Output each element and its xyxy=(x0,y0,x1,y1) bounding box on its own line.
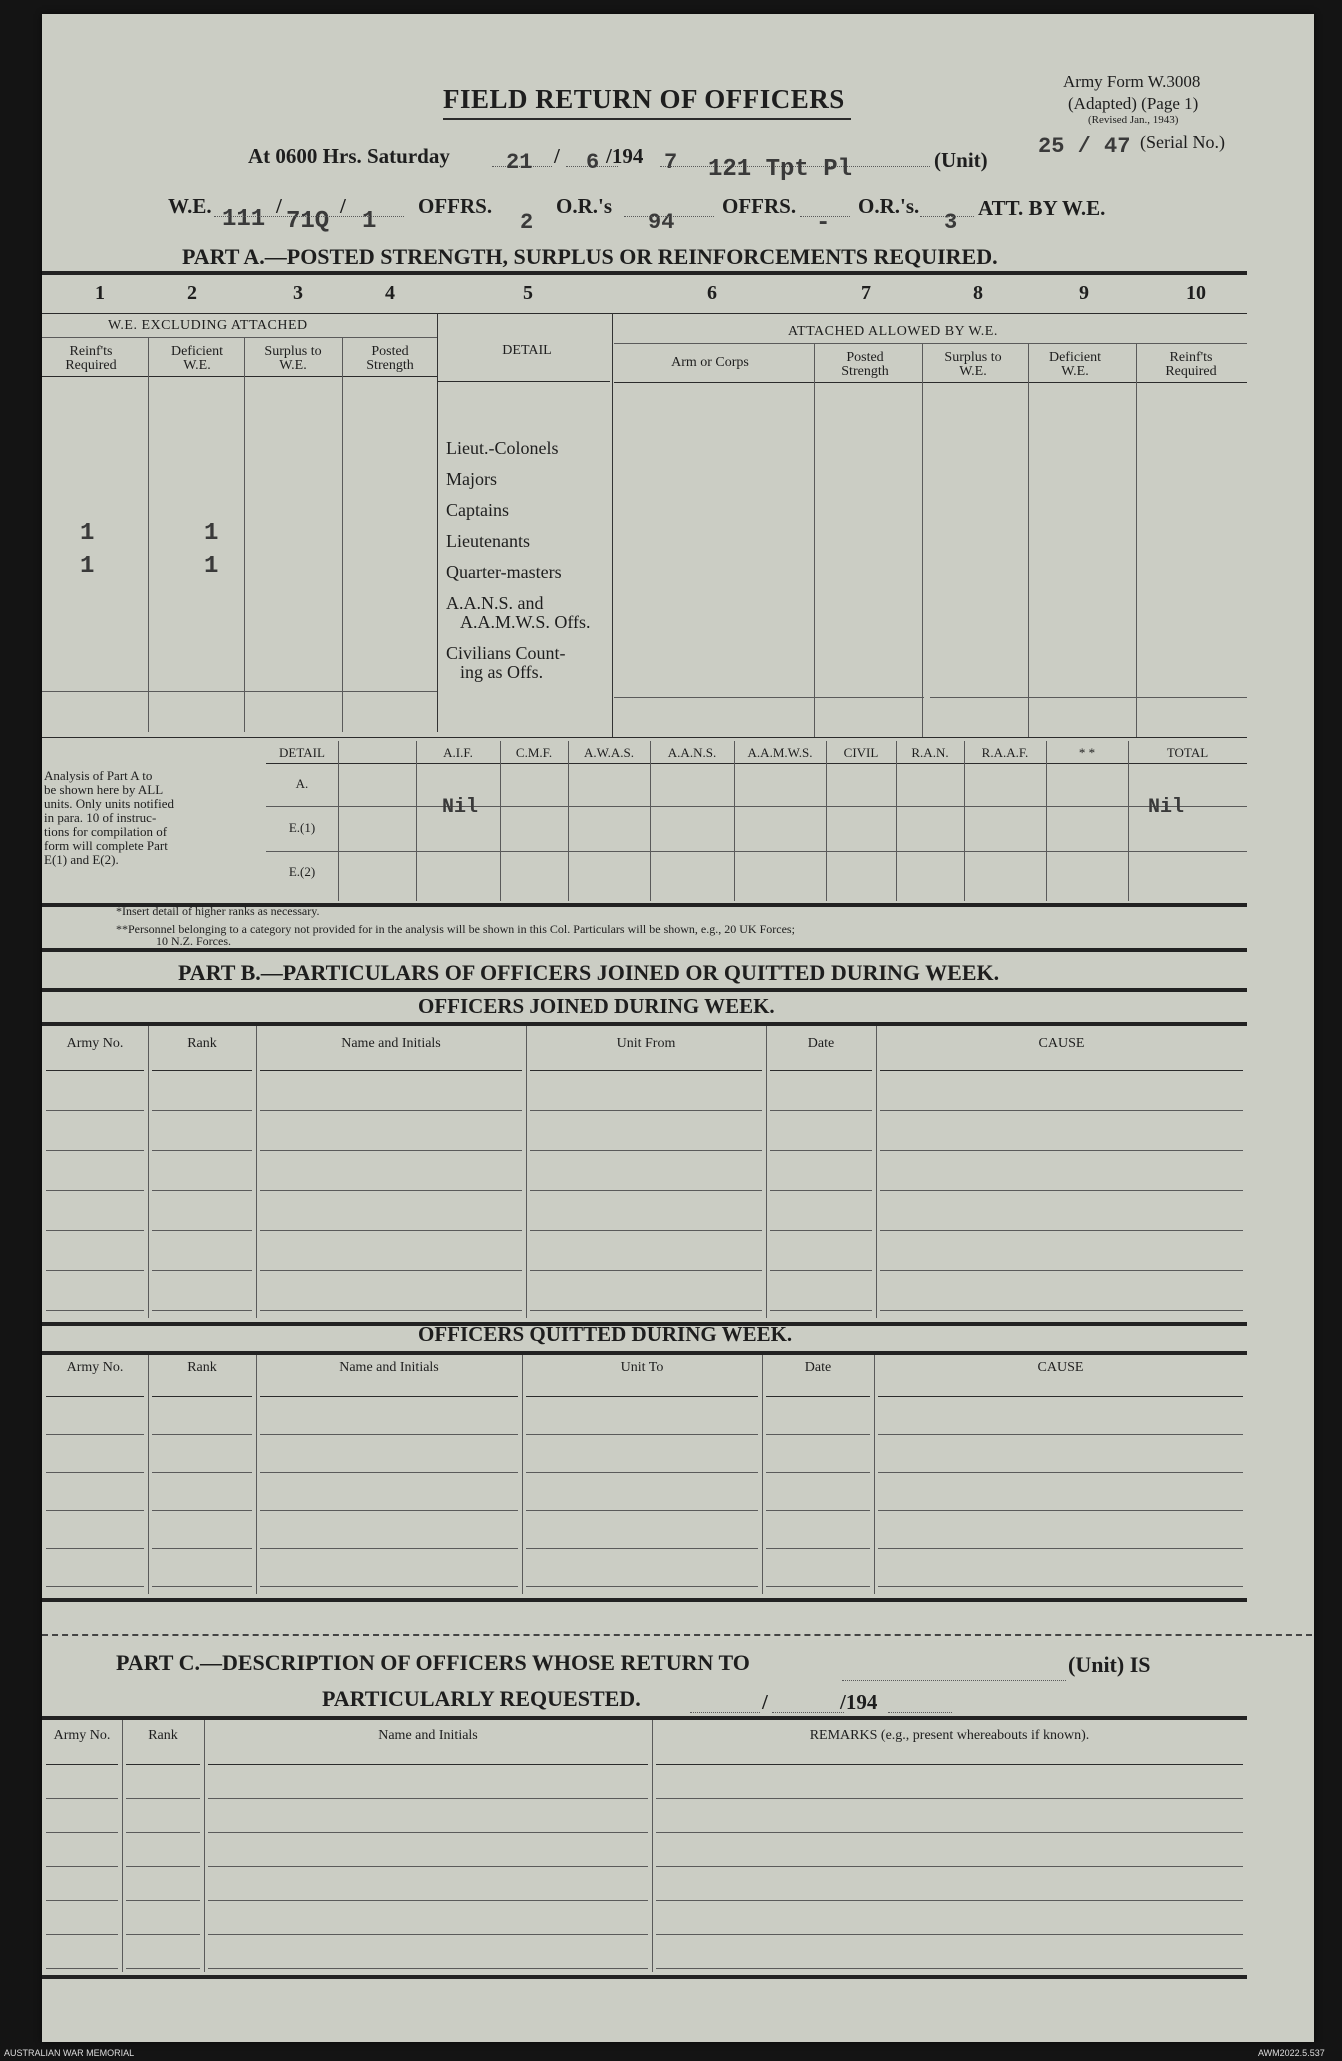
offrs2-label: OFFRS. xyxy=(722,194,797,218)
table-row-line xyxy=(152,1110,252,1111)
table-row-line xyxy=(208,1900,648,1901)
table-row-line xyxy=(152,1472,252,1473)
table-row-line xyxy=(208,1866,648,1867)
table-header: Army No. xyxy=(53,1728,111,1743)
part-c-heading-2: PARTICULARLY REQUESTED. xyxy=(322,1686,641,1711)
table-row-line xyxy=(152,1510,252,1511)
table-row-line xyxy=(152,1434,252,1435)
table-row-line xyxy=(880,1310,1243,1311)
table-row-line xyxy=(46,1586,144,1587)
column-number: 6 xyxy=(707,282,717,304)
table-row-line xyxy=(770,1190,872,1191)
table-row-line xyxy=(260,1586,518,1587)
table-row-line xyxy=(526,1548,758,1549)
footer-right: AWM2022.5.537 xyxy=(1258,2048,1325,2058)
serial-value: 25 / 47 xyxy=(1038,134,1131,159)
analysis-header: C.M.F. xyxy=(515,745,553,760)
table-row-line xyxy=(46,1900,118,1901)
header-reinf2: Reinf'ts Required xyxy=(1165,350,1217,379)
table-row-line xyxy=(530,1190,762,1191)
table-row-line xyxy=(526,1586,758,1587)
column-number: 8 xyxy=(973,282,983,304)
table-row-line xyxy=(208,1968,648,1969)
table-row-line xyxy=(46,1866,118,1867)
table-row-line xyxy=(126,1866,200,1867)
table-row-line xyxy=(46,1230,144,1231)
aif-value: Nil xyxy=(442,796,479,819)
table-row-line xyxy=(260,1472,518,1473)
column-number: 10 xyxy=(1186,282,1206,304)
detail-lieutenants: Lieutenants xyxy=(446,531,530,551)
table-row-line xyxy=(126,1832,200,1833)
table-row-line xyxy=(126,1900,200,1901)
table-row-line xyxy=(880,1230,1243,1231)
att-label: ATT. BY W.E. xyxy=(978,196,1106,220)
offrs-value: 2 xyxy=(520,210,534,235)
table-header: Date xyxy=(807,1036,835,1051)
table-header: Army No. xyxy=(66,1360,124,1375)
table-header: REMARKS (e.g., present whereabouts if known). xyxy=(809,1728,1090,1743)
at-label: At 0600 Hrs. Saturday xyxy=(248,144,450,168)
analysis-note-line: tions for compilation of xyxy=(44,824,168,839)
table-header: Name and Initials xyxy=(378,1728,478,1743)
column-number: 3 xyxy=(293,282,303,304)
table-row-line xyxy=(46,1190,144,1191)
unit-value: 121 Tpt Pl xyxy=(708,156,853,183)
table-row-line xyxy=(530,1230,762,1231)
detail-majors: Majors xyxy=(446,469,497,489)
year-prefix: /194 xyxy=(606,144,644,168)
detail-quartermasters: Quarter-masters xyxy=(446,562,562,582)
we-value-3: 1 xyxy=(362,208,377,235)
analysis-note-line: be shown here by ALL xyxy=(44,782,164,797)
table-header: Name and Initials xyxy=(341,1036,441,1051)
analysis-header: * * xyxy=(1078,745,1096,760)
header-arm-corps: Arm or Corps xyxy=(671,355,749,370)
ors-value: 94 xyxy=(648,210,675,235)
analysis-header: TOTAL xyxy=(1166,745,1209,760)
table-header: Unit To xyxy=(620,1360,664,1375)
table-row-line xyxy=(530,1110,762,1111)
year-digit: 7 xyxy=(664,150,678,175)
table-row-line xyxy=(878,1548,1243,1549)
table-row-line xyxy=(152,1310,252,1311)
table-header: Rank xyxy=(187,1360,217,1375)
footnote-2a: **Personnel belonging to a category not provided for in the analysis will be shown in this Col. Particulars will be shown, e.g., 20 UK Forces; xyxy=(116,922,795,936)
ors2-value: 3 xyxy=(944,210,958,235)
table-row-line xyxy=(526,1510,758,1511)
header-posted: Posted Strength xyxy=(366,344,414,373)
we-value-2: 71Q xyxy=(286,208,330,235)
part-c-heading-1: PART C.—DESCRIPTION OF OFFICERS WHOSE RETURN TO xyxy=(116,1650,750,1675)
detail-captains: Captains xyxy=(446,500,509,520)
analysis-header: DETAIL xyxy=(279,745,325,760)
table-row-line xyxy=(46,1434,144,1435)
table-row-line xyxy=(260,1434,518,1435)
month-value: 6 xyxy=(586,150,600,175)
footnote-2b: 10 N.Z. Forces. xyxy=(156,934,231,948)
we-value-1: 111 xyxy=(222,206,266,233)
analysis-note-line: in para. 10 of instruc- xyxy=(44,810,157,825)
column-number: 7 xyxy=(861,282,871,304)
table-header: Rank xyxy=(187,1036,217,1051)
table-row-line xyxy=(656,1934,1243,1935)
analysis-note-line: form will complete Part xyxy=(44,838,168,853)
table-row-line xyxy=(766,1510,870,1511)
table-row-line xyxy=(152,1190,252,1191)
header-deficient2: Deficient W.E. xyxy=(1048,350,1102,379)
part-a-heading: PART A.—POSTED STRENGTH, SURPLUS OR REINFORCEMENTS REQUIRED. xyxy=(182,244,998,269)
table-row-line xyxy=(126,1968,200,1969)
table-row-line xyxy=(656,1866,1243,1867)
table-row-line xyxy=(766,1472,870,1473)
table-header: Army No. xyxy=(66,1036,124,1051)
table-row-line xyxy=(260,1230,522,1231)
table-row-line xyxy=(656,1900,1243,1901)
header-surplus2: Surplus to W.E. xyxy=(944,350,1002,379)
table-row-line xyxy=(260,1548,518,1549)
column-number: 9 xyxy=(1079,282,1089,304)
detail-civilians: Civilians Count- xyxy=(446,643,566,663)
we-excluding-label: W.E. EXCLUDING ATTACHED xyxy=(108,318,308,333)
qm-deficient-value: 1 xyxy=(204,553,219,580)
attached-label: ATTACHED ALLOWED BY W.E. xyxy=(788,324,998,339)
qm-reinf-value: 1 xyxy=(80,553,95,580)
day-value: 21 xyxy=(506,150,533,175)
serial-label: (Serial No.) xyxy=(1140,132,1225,152)
ors2-label: O.R.'s. xyxy=(858,194,920,218)
table-row-line xyxy=(152,1586,252,1587)
quitted-heading: OFFICERS QUITTED DURING WEEK. xyxy=(418,1322,793,1346)
table-row-line xyxy=(46,1510,144,1511)
table-row-line xyxy=(46,1150,144,1151)
analysis-header: CIVIL xyxy=(843,745,879,760)
table-row-line xyxy=(880,1190,1243,1191)
footnote-1: *Insert detail of higher ranks as necessary. xyxy=(116,904,320,918)
table-row-line xyxy=(260,1270,522,1271)
header-posted2: Posted Strength xyxy=(841,350,889,379)
lt-reinf-value: 1 xyxy=(80,520,95,547)
table-row-line xyxy=(208,1832,648,1833)
analysis-header: A.I.F. xyxy=(443,745,473,760)
detail-offs: ing as Offs. xyxy=(460,662,544,682)
analysis-header: R.A.A.F. xyxy=(981,745,1029,760)
table-row-line xyxy=(46,1934,118,1935)
table-row-line xyxy=(152,1548,252,1549)
footer-left: AUSTRALIAN WAR MEMORIAL xyxy=(4,2048,135,2058)
table-row-line xyxy=(530,1150,762,1151)
analysis-note-line: Analysis of Part A to xyxy=(44,768,153,783)
header-deficient: Deficient W.E. xyxy=(170,344,224,373)
table-row-line xyxy=(526,1472,758,1473)
table-row-line xyxy=(770,1150,872,1151)
we-label: W.E. xyxy=(168,194,212,218)
table-row-line xyxy=(260,1510,518,1511)
table-row-line xyxy=(880,1270,1243,1271)
part-c-unit-label: (Unit) IS xyxy=(1068,1652,1151,1677)
table-row-line xyxy=(208,1934,648,1935)
table-header: Date xyxy=(804,1360,832,1375)
table-row-line xyxy=(46,1270,144,1271)
table-row-line xyxy=(878,1434,1243,1435)
table-row-line xyxy=(260,1150,522,1151)
part-c-year: /194 xyxy=(840,1690,878,1714)
table-row-line xyxy=(152,1270,252,1271)
table-row-line xyxy=(46,1968,118,1969)
analysis-header: R.A.N. xyxy=(911,745,949,760)
analysis-note-line: units. Only units notified xyxy=(44,796,174,811)
table-row-line xyxy=(46,1832,118,1833)
total-value: Nil xyxy=(1148,796,1185,819)
header-surplus: Surplus to W.E. xyxy=(264,344,322,373)
table-row-line xyxy=(878,1510,1243,1511)
table-row-line xyxy=(770,1110,872,1111)
table-row-line xyxy=(152,1150,252,1151)
title-underline xyxy=(443,118,851,120)
table-row-line xyxy=(880,1150,1243,1151)
table-row-line xyxy=(208,1798,648,1799)
table-row-line xyxy=(126,1798,200,1799)
form-id-line2: (Adapted) (Page 1) xyxy=(1068,94,1199,113)
offrs-label: OFFRS. xyxy=(418,194,493,218)
table-header: CAUSE xyxy=(1037,1360,1084,1375)
table-row-line xyxy=(878,1586,1243,1587)
analysis-row-label: A. xyxy=(295,776,309,791)
header-reinf: Reinf'ts Required xyxy=(65,344,117,373)
column-number: 1 xyxy=(95,282,105,304)
detail-lt-colonels: Lieut.-Colonels xyxy=(446,438,559,458)
table-row-line xyxy=(770,1270,872,1271)
detail-aans: A.A.N.S. and xyxy=(446,593,544,613)
table-row-line xyxy=(766,1586,870,1587)
table-row-line xyxy=(770,1310,872,1311)
table-header: CAUSE xyxy=(1038,1036,1085,1051)
lt-deficient-value: 1 xyxy=(204,520,219,547)
column-number: 2 xyxy=(187,282,197,304)
table-row-line xyxy=(530,1270,762,1271)
form-id-line1: Army Form W.3008 xyxy=(1063,72,1201,91)
column-number: 4 xyxy=(385,282,395,304)
page-title: FIELD RETURN OF OFFICERS xyxy=(443,84,845,114)
unit-label: (Unit) xyxy=(934,148,988,172)
table-row-line xyxy=(766,1434,870,1435)
table-row-line xyxy=(656,1798,1243,1799)
table-row-line xyxy=(880,1110,1243,1111)
header-detail: DETAIL xyxy=(502,343,552,358)
table-row-line xyxy=(152,1230,252,1231)
table-row-line xyxy=(878,1472,1243,1473)
column-number: 5 xyxy=(523,282,533,304)
analysis-header: A.W.A.S. xyxy=(583,745,635,760)
offrs2-value: - xyxy=(816,210,831,237)
table-header: Rank xyxy=(148,1728,178,1743)
table-row-line xyxy=(770,1230,872,1231)
ors-label: O.R.'s xyxy=(556,194,613,218)
table-row-line xyxy=(46,1472,144,1473)
table-row-line xyxy=(766,1548,870,1549)
analysis-row-label: E.(1) xyxy=(288,820,316,835)
analysis-note-line: E(1) and E(2). xyxy=(44,852,119,867)
analysis-row-label: E.(2) xyxy=(288,864,316,879)
part-b-heading: PART B.—PARTICULARS OF OFFICERS JOINED OR QUITTED DURING WEEK. xyxy=(178,960,1000,985)
form-id-line3: (Revised Jan., 1943) xyxy=(1088,114,1179,126)
table-row-line xyxy=(656,1968,1243,1969)
joined-heading: OFFICERS JOINED DURING WEEK. xyxy=(418,994,775,1018)
analysis-header: A.A.M.W.S. xyxy=(747,745,813,760)
table-row-line xyxy=(260,1110,522,1111)
table-row-line xyxy=(46,1548,144,1549)
table-row-line xyxy=(656,1832,1243,1833)
table-row-line xyxy=(260,1310,522,1311)
table-row-line xyxy=(46,1110,144,1111)
detail-aamws: A.A.M.W.S. Offs. xyxy=(460,612,591,632)
table-row-line xyxy=(260,1190,522,1191)
table-row-line xyxy=(46,1310,144,1311)
table-row-line xyxy=(46,1798,118,1799)
table-row-line xyxy=(530,1310,762,1311)
table-row-line xyxy=(526,1434,758,1435)
table-row-line xyxy=(126,1934,200,1935)
analysis-header: A.A.N.S. xyxy=(667,745,717,760)
table-header: Name and Initials xyxy=(339,1360,439,1375)
table-header: Unit From xyxy=(616,1036,676,1051)
